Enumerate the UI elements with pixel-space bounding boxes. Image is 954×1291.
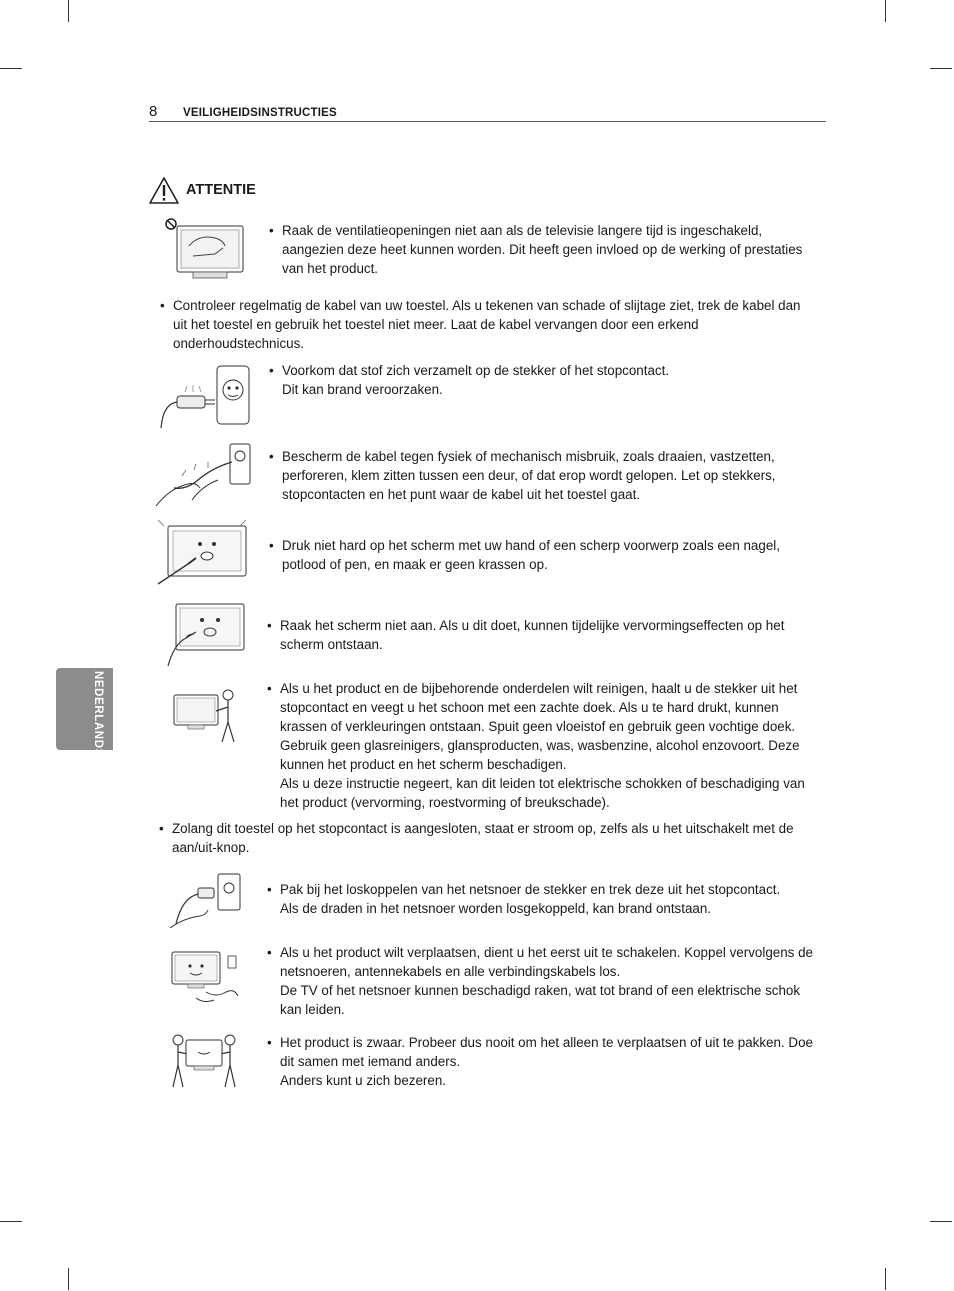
crop-mark bbox=[68, 1268, 69, 1290]
section-title: VEILIGHEIDSINSTRUCTIES bbox=[183, 107, 337, 119]
list-item bbox=[267, 616, 817, 654]
crop-mark bbox=[0, 1221, 22, 1222]
item-text: • Controleer regelmatig de kabel van uw toestel. Als u tekenen van schade of slijtage ziet, trek de kabel dan uit het toestel en gebruik het toestel niet meer. Laat de kabel vervangen door een erkend onderhoudstechnicus. bbox=[173, 298, 801, 351]
crop-mark bbox=[885, 1268, 886, 1290]
attention-title: ATTENTIE bbox=[186, 182, 256, 198]
item-text: • Raak de ventilatieopeningen niet aan als de televisie langere tijd is ingeschakeld, aangezien deze heet kunnen worden. Dit heeft geen invloed op de werking of prestaties van het product. bbox=[282, 223, 803, 276]
list-item bbox=[269, 361, 819, 399]
page-number: 8 bbox=[149, 103, 158, 120]
cable-abuse-illustration bbox=[152, 440, 252, 512]
item-text: Als u deze instructie negeert, kan dit leiden tot elektrische schokken of beschadiging van het product (vervorming, roestvorming of breukschade). bbox=[280, 776, 805, 810]
list-item bbox=[269, 536, 819, 574]
header-divider bbox=[149, 121, 826, 122]
cleaning-illustration bbox=[168, 685, 240, 747]
item-text: • Raak het scherm niet aan. Als u dit doet, kunnen tijdelijke vervormingseffecten op het scherm ontstaan. bbox=[280, 618, 785, 652]
item-text: • Zolang dit toestel op het stopcontact is aangesloten, staat er stroom op, zelfs als u het uitschakelt met de aan/uit-knop. bbox=[172, 821, 794, 855]
item-text: Dit kan brand veroorzaken. bbox=[282, 382, 443, 397]
ventilation-illustration bbox=[163, 216, 248, 284]
crop-mark bbox=[930, 68, 952, 69]
list-item bbox=[267, 1033, 817, 1090]
unplug-illustration bbox=[166, 870, 244, 932]
crop-mark bbox=[885, 0, 886, 22]
item-text: • Als u het product en de bijbehorende onderdelen wilt reinigen, haalt u de stekker uit het stopcontact en veegt u het schoon met een zachte doek. Als u te hard drukt, kunnen krassen of verkleuringen ontstaan. Spuit geen vloeistof en gebruik geen vochtige doek. Gebruik geen glasreinigers, glansproducten, was, wasbenzine, alcohol enzovoort. Deze kunnen het product en het scherm beschadigen. bbox=[280, 681, 800, 772]
item-text: De TV of het netsnoer kunnen beschadigd raken, wat tot brand of een elektrische schok kan leiden. bbox=[280, 983, 801, 1017]
crop-mark bbox=[930, 1221, 952, 1222]
press-screen-illustration bbox=[154, 520, 252, 588]
list-item bbox=[269, 447, 819, 504]
language-tab bbox=[56, 668, 113, 757]
list-item bbox=[160, 296, 815, 353]
list-item bbox=[269, 221, 819, 278]
item-text: Anders kunt u zich bezeren. bbox=[280, 1073, 446, 1088]
item-text: • Als u het product wilt verplaatsen, dient u het eerst uit te schakelen. Koppel vervolgens de netsnoeren, antennekabels en alle verbindingskabels los. bbox=[280, 945, 813, 979]
item-text: • Pak bij het loskoppelen van het netsnoer de stekker en trek deze uit het stopcontact. bbox=[280, 882, 781, 897]
item-text: • Het product is zwaar. Probeer dus nooit om het alleen te verplaatsen of uit te pakken. Doe dit samen met iemand anders. bbox=[280, 1035, 813, 1069]
two-person-lift-illustration bbox=[168, 1032, 240, 1090]
list-item bbox=[159, 819, 819, 857]
disconnect-cables-illustration bbox=[166, 946, 242, 1008]
crop-mark bbox=[68, 0, 69, 22]
list-item bbox=[267, 880, 817, 918]
language-tab-label: NEDERLANDS bbox=[92, 671, 104, 757]
item-text: • Voorkom dat stof zich verzamelt op de stekker of het stopcontact. bbox=[282, 363, 670, 378]
touch-screen-illustration bbox=[166, 600, 248, 668]
list-item bbox=[267, 943, 817, 1019]
warning-triangle-icon bbox=[148, 176, 180, 206]
item-text: • Bescherm de kabel tegen fysiek of mechanisch misbruik, zoals draaien, vastzetten, perforeren, klem zitten tussen een deur, of dat erop wordt gelopen. Let op stekkers, stopcontacten en het punt waar de kabel uit het toestel gaat. bbox=[282, 449, 776, 502]
plug-dust-illustration bbox=[155, 362, 253, 432]
item-text: • Druk niet hard op het scherm met uw hand of een scherp voorwerp zoals een nagel, potlood of pen, en maak er geen krassen op. bbox=[282, 538, 780, 572]
list-item bbox=[267, 679, 817, 812]
item-text: Als de draden in het netsnoer worden losgekoppeld, kan brand ontstaan. bbox=[280, 901, 712, 916]
crop-mark bbox=[0, 68, 22, 69]
